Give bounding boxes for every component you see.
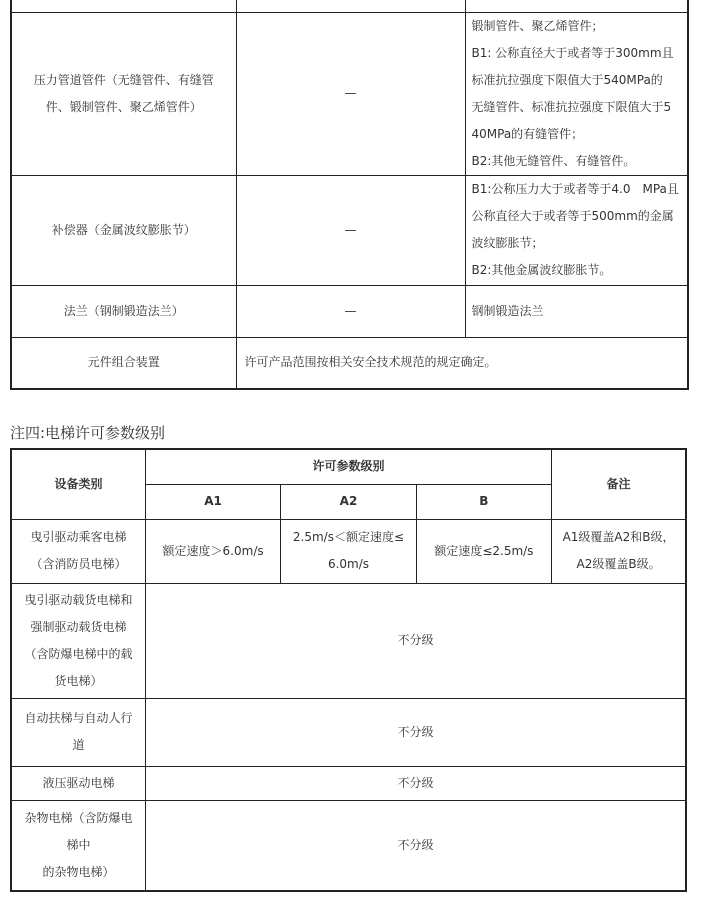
level-b-cell: 额定速度≤2.5m/s [416,519,551,583]
table-row [11,0,688,12]
params-header: 许可参数级别 [145,449,551,484]
level-cell: 钢制锻造法兰 [465,285,688,337]
category-cell: 法兰（钢制锻造法兰） [11,285,236,337]
category-cell: 补偿器（金属波纹膨胀节） [11,175,236,285]
parameter-cell [236,0,465,12]
text-line: （含消防员电梯） [30,557,127,571]
component-permit-table [10,0,689,390]
text-line: 曳引驱动载货电梯和 [24,592,133,607]
text-line: 的杂物电梯） [42,864,115,879]
table-row [11,175,688,285]
level-value-cell: 不分级 [145,800,686,891]
dash-cell: — [236,285,465,337]
text-line: 强制驱动载货电梯 [30,619,127,634]
remark-cell [552,519,686,583]
text-line: B1:公称压力大于或者等于4.0 MPa且 [471,182,679,196]
merged-scope-cell: 许可产品范围按相关安全技术规范的规定确定。 [236,337,688,389]
remark-header: 备注 [552,449,686,519]
text-line: 标准抗拉强度下限值大于540MPa的 [471,72,663,87]
category-header: 设备类别 [11,449,145,519]
section-title: 注四:电梯许可参数级别 [10,424,166,442]
category-cell: 元件组合装置 [11,337,236,389]
text-line: （含防爆电梯中的载 [24,646,133,661]
dash-cell: — [236,12,465,175]
level-a2-header: A2 [281,484,416,519]
text-line: 2.5m/s＜额定速度≤ [292,530,405,544]
category-cell [11,698,145,766]
level-value-cell: 不分级 [145,766,686,800]
category-cell [11,519,145,583]
level-a1-header: A1 [145,484,280,519]
table-row [11,698,686,766]
elevator-permit-table [10,448,687,892]
text-line: 波纹膨胀节； [471,236,544,250]
text-line: A1级覆盖A2和B级， [562,530,675,544]
category-cell: 压力管道管件（无缝管件、有缝管件、锻制管件、聚乙烯管件） [11,12,236,175]
category-cell [11,583,145,698]
text-line: 道 [72,738,85,752]
table-row [11,285,688,337]
table-row [11,800,686,891]
text-line: 40MPa的有缝管件； [471,126,584,141]
category-cell [11,800,145,891]
text-line: B1: 公称直径大于或者等于300mm且 [471,45,674,60]
text-line: A2级覆盖B级。 [576,557,661,571]
text-line: 无缝管件、标准抗拉强度下限值大于5 [471,99,672,114]
text-line: 梯中 [66,837,91,852]
text-line: B2:其他金属波纹膨胀节。 [471,263,612,277]
level-a2-cell [281,519,416,583]
dash-cell: — [236,175,465,285]
text-line: 6.0m/s [327,557,370,571]
text-line: B2:其他无缝管件、有缝管件。 [471,153,636,168]
table-row [11,583,686,698]
text-line: 货电梯） [54,673,103,688]
table-row [11,766,686,800]
text-line: 锻制管件、聚乙烯管件； [471,18,604,33]
table-row [11,337,688,389]
header-row [11,449,686,484]
table-row [11,12,688,175]
level-value-cell: 不分级 [145,698,686,766]
category-cell [11,0,236,12]
level-b-header: B [416,484,551,519]
text-line: 自动扶梯与自动人行 [24,711,133,725]
level-value-cell: 不分级 [145,583,686,698]
table-row [11,519,686,583]
level-a1-cell: 额定速度＞6.0m/s [145,519,280,583]
category-cell: 液压驱动电梯 [11,766,145,800]
text-line: 公称直径大于或者等于500mm的金属 [471,209,674,223]
level-cell [465,12,688,175]
level-cell [465,0,688,12]
text-line: 曳引驱动乘客电梯 [30,530,127,544]
text-line: 杂物电梯（含防爆电 [24,810,133,825]
level-cell [465,175,688,285]
